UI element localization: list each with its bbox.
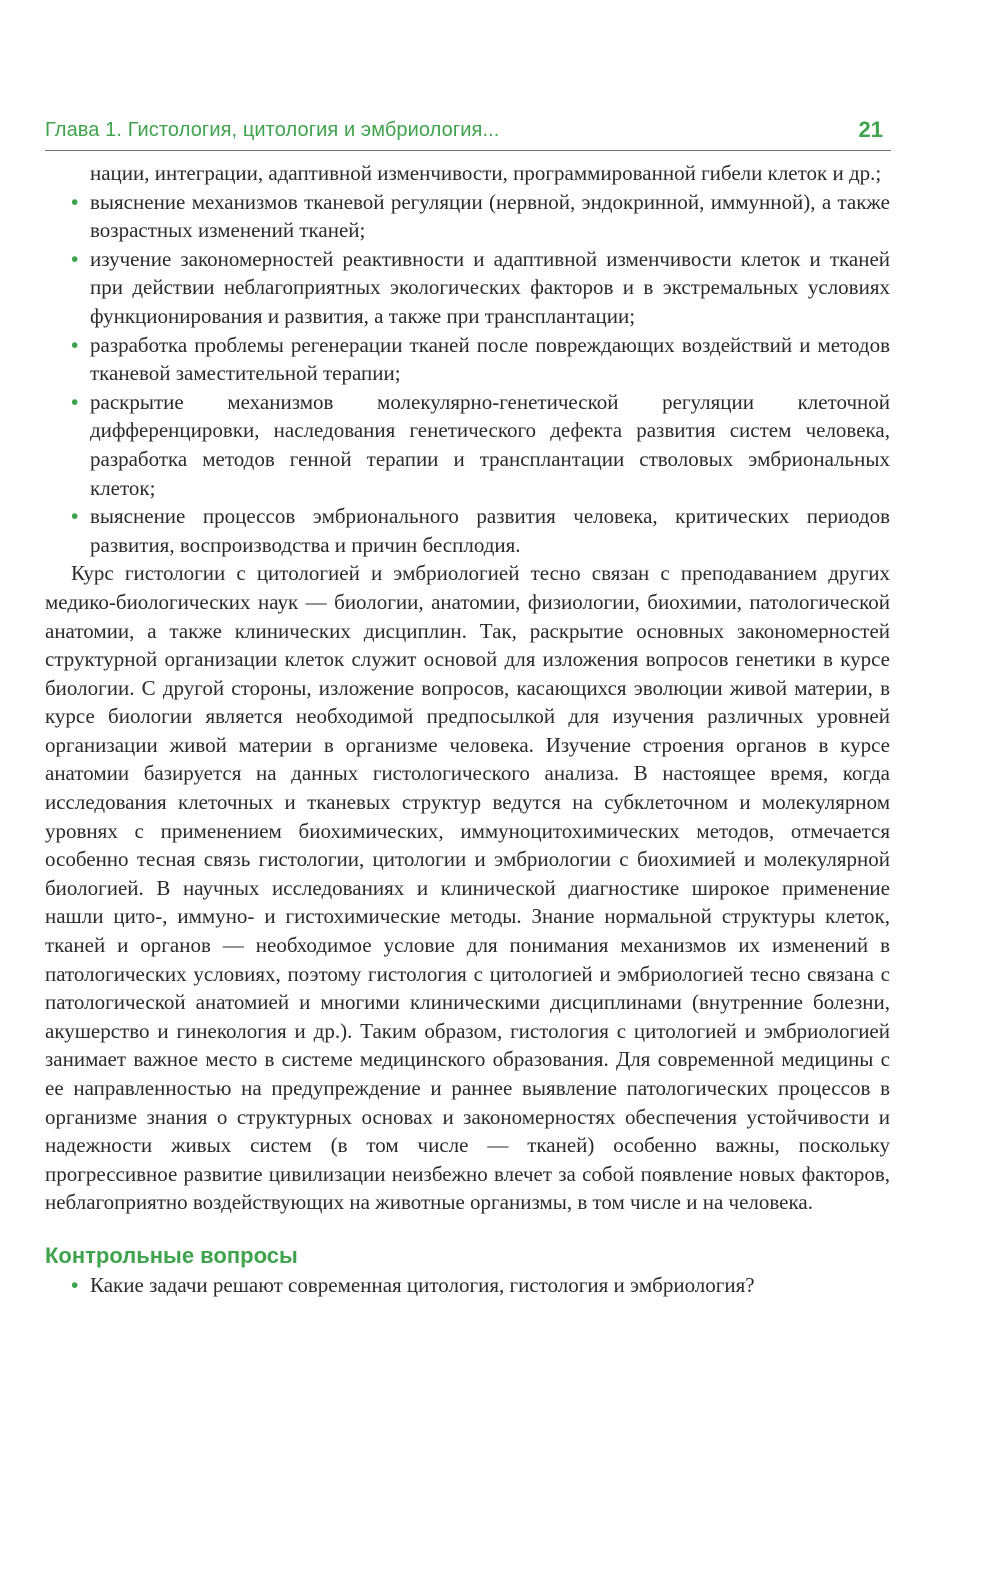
bullet-icon: •: [71, 504, 79, 529]
bullet-icon: •: [71, 389, 79, 414]
page-content: [45, 159, 890, 1300]
list-item: [45, 188, 890, 245]
bullet-icon: •: [71, 246, 79, 271]
list-item: [45, 388, 890, 502]
running-header: [45, 116, 891, 151]
list-item-text: изучение закономерностей реактивности и адаптивной изменчивости клеток и тканей при действии неблагоприятных экологических факторов и в экстремальных условиях функционирования и развития, а также при трансплантации;: [90, 246, 890, 328]
chapter-title: Глава 1. Гистология, цитология и эмбриология...: [45, 119, 500, 141]
question-text: Какие задачи решают современная цитология, гистология и эмбриология?: [90, 1272, 755, 1297]
list-item-text: выяснение процессов эмбрионального развития человека, критических периодов развития, воспроизводства и причин бесплодия.: [90, 504, 890, 557]
bullet-icon: •: [71, 332, 79, 357]
list-item-text: разработка проблемы регенерации тканей после повреждающих воздействий и методов тканевой заместительной терапии;: [90, 332, 890, 386]
page-number: 21: [858, 117, 883, 142]
list-item: [45, 502, 890, 559]
list-item-text: выяснение механизмов тканевой регуляции (нервной, эндокринной, иммунной), а также возрастных изменений тканей;: [90, 189, 890, 243]
question-list: [45, 1271, 890, 1300]
task-list: [45, 188, 890, 560]
list-item: [45, 245, 890, 331]
body-paragraph: Курс гистологии с цитологией и эмбриологией тесно связан с преподаванием других медико-биологических наук — биологии, анатомии, физиологии, биохимии, патологической анатомии, а также клинических дисциплин. Так, раскрытие основных закономерностей структурной организации клеток служит основой для изложения вопросов генетики в курсе биологии. С другой стороны, изложение вопросов, касающихся эволюции живой материи, в курсе биологии является необходимой предпосылкой для изучения различных уровней организации живой материи в организме человека. Изучение строения органов в курсе анатомии базируется на данных гистологического анализа. В настоящее время, когда исследования клеточных и тканевых структур ведутся на субклеточном и молекулярном уровнях с применением биохимических, иммуноцитохимических методов, отмечается особенно тесная связь гистологии, цитологии и эмбриологии с биохимией и молекулярной биологией. В научных исследованиях и клинической диагностике широкое применение нашли цито-, иммуно- и гистохимические методы. Знание нормальной структуры клеток, тканей и органов — необходимое условие для понимания механизмов их изменений в патологических условиях, поэтому гистология с цитологией и эмбриологией тесно связана с патологической анатомией и многими клиническими дисциплинами (внутренние болезни, акушерство и гинекология и др.). Таким образом, гистология с цитологией и эмбриологией занимает важное место в системе медицинского образования. Для современной медицины с ее направленностью на предупреждение и раннее выявление патологических процессов в организме знания о структурных основах и закономерностях обеспечения устойчивости и надежности живых систем (в том числе — тканей) особенно важны, поскольку прогрессивное развитие цивилизации неизбежно влечет за собой появление новых факторов, неблагоприятно воздействующих на животные организмы, в том числе и на человека.: [45, 561, 890, 1215]
bullet-icon: •: [71, 1272, 79, 1297]
list-item: [45, 331, 890, 388]
section-heading: Контрольные вопросы: [45, 1242, 298, 1268]
continued-text: нации, интеграции, адаптивной изменчивости, программированной гибели клеток и др.;: [90, 161, 882, 185]
question-item: [45, 1271, 890, 1300]
bullet-icon: •: [71, 189, 79, 214]
list-item-text: раскрытие механизмов молекулярно-генетической регуляции клеточной дифференцировки, наследования генетического дефекта развития систем человека, разработка методов генной терапии и трансплантации стволовых эмбриональных клеток;: [90, 389, 890, 500]
